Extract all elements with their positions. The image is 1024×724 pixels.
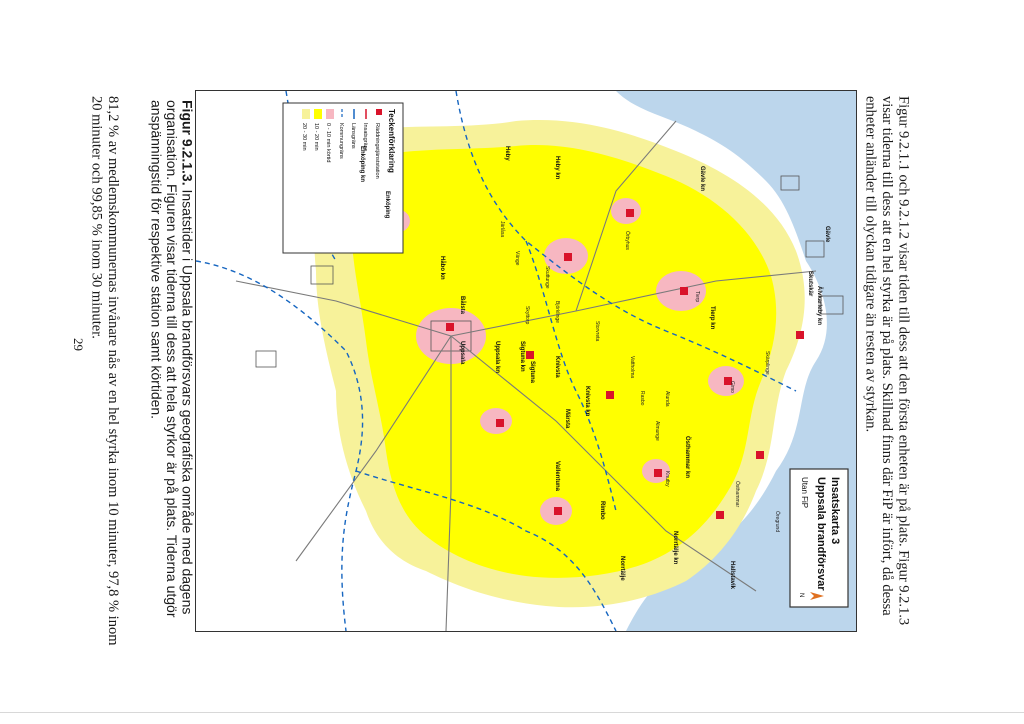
svg-text:Insatsgräns: Insatsgräns	[362, 123, 368, 152]
label-enkoping-kn: Enköping kn	[359, 146, 365, 182]
label-skutskar: Skutskär	[807, 271, 813, 297]
svg-text:0 - 10 min körtid: 0 - 10 min körtid	[325, 123, 331, 163]
page-number: 29	[71, 338, 86, 351]
svg-text:Räddningstjänststation: Räddningstjänststation	[374, 123, 380, 179]
intro-paragraph: Figur 9.2.1.1 och 9.2.1.2 visar tiden till dess att den första enheten är på plats. Figur 9.2.1.3 visar tiderna till dess att en hel styrka är på plats. Skillnad finns där FiP är infört, då dessa enheter anländer till olyckan tidigare än resten av styrkan.	[862, 96, 912, 626]
bottom-rule	[0, 712, 1024, 713]
label-uppsala-kn: Uppsala kn	[494, 341, 500, 374]
label-vattholma: Vattholma	[629, 356, 635, 379]
map-title-line2: Uppsala brandförsvar	[815, 477, 827, 591]
figure-label: Figur 9.2.1.3.	[179, 100, 196, 186]
figure-caption	[148, 100, 195, 620]
label-heby: Heby	[504, 146, 510, 161]
label-heby-kn: Heby kn	[554, 156, 560, 180]
stats-paragraph: 81,2 % av medlemskommunernas invånare nås av en hel styrka inom 10 minuter, 97,8 % inom 20 minuter och 99,85 % inom 30 minuter.	[88, 96, 121, 646]
map-title-line3: Utan FiP	[800, 477, 809, 509]
svg-text:Länsgräns: Länsgräns	[350, 123, 356, 149]
label-jarlasa: Järlåsa	[499, 221, 505, 238]
svg-text:Kommungräns: Kommungräns	[338, 123, 344, 159]
label-sigtuna-kn: Sigtuna kn	[519, 341, 525, 372]
label-orbyhus: Örbyhus	[624, 231, 630, 250]
label-skarplinge: Skärplinge	[764, 351, 770, 375]
insatskarta-map	[195, 90, 857, 632]
label-alvkarleby-kn: Älvkarleby kn	[816, 286, 822, 326]
map-title-line1: Insatskarta 3	[829, 477, 841, 545]
label-osthammar-kn: Östhammar kn	[684, 436, 690, 479]
label-tierp: Tierp	[694, 291, 700, 303]
label-skyttorp: Skyttorp	[524, 306, 530, 325]
label-hallstavik: Hallstavik	[729, 561, 735, 590]
label-knivsta-kn: Knivsta kn	[584, 386, 590, 417]
label-habo-kn: Håbo kn	[439, 256, 445, 280]
label-rimbo: Rimbo	[599, 501, 605, 520]
label-gavle-kn: Gävle kn	[699, 166, 705, 192]
label-knivsta: Knivsta	[554, 356, 560, 378]
label-osthammar: Östhammar	[734, 481, 740, 508]
svg-text:10 - 20 min: 10 - 20 min	[313, 123, 319, 151]
label-rasbo: Rasbo	[639, 391, 645, 406]
label-norrtalje: Norrtälje	[619, 556, 625, 581]
label-vallentuna: Vallentuna	[554, 461, 560, 492]
svg-text:Teckenförklaring: Teckenförklaring	[387, 109, 396, 173]
map-legend	[283, 103, 403, 253]
label-balsta: Bålsta	[459, 296, 465, 315]
svg-text:N: N	[798, 593, 804, 598]
label-knutby: Knutby	[664, 471, 670, 487]
label-skuttunge: Skuttunge	[544, 266, 550, 289]
label-oregrund: Öregrund	[774, 511, 780, 533]
label-bjorklinge: Björklinge	[554, 301, 560, 323]
label-almunge: Almunge	[654, 421, 660, 441]
label-alunda: Alunda	[664, 391, 670, 407]
label-norrtalje-kn: Norrtälje kn	[672, 531, 678, 565]
svg-text:20 - 30 min: 20 - 30 min	[301, 123, 307, 151]
label-sigtuna: Sigtuna	[529, 361, 535, 383]
label-storvreta: Storvreta	[594, 321, 600, 342]
label-uppsala: Uppsala	[459, 341, 465, 365]
label-marsta: Märsta	[564, 409, 570, 429]
label-vange: Vänge	[514, 251, 520, 266]
label-gavle: Gävle	[824, 226, 830, 243]
label-gimo: Gimo	[729, 381, 735, 393]
figure-caption-text: Insatstider i Uppsala brandförsvars geografiska område med dagens organisation. Figuren visar tiderna till dess att hela styrkor är på plats. Tiderna utgör anspänningstid för respektive station samt körtiden.	[148, 100, 196, 618]
label-tierp-kn: Tierp kn	[709, 306, 715, 330]
label-enkoping: Enköping	[384, 191, 390, 219]
